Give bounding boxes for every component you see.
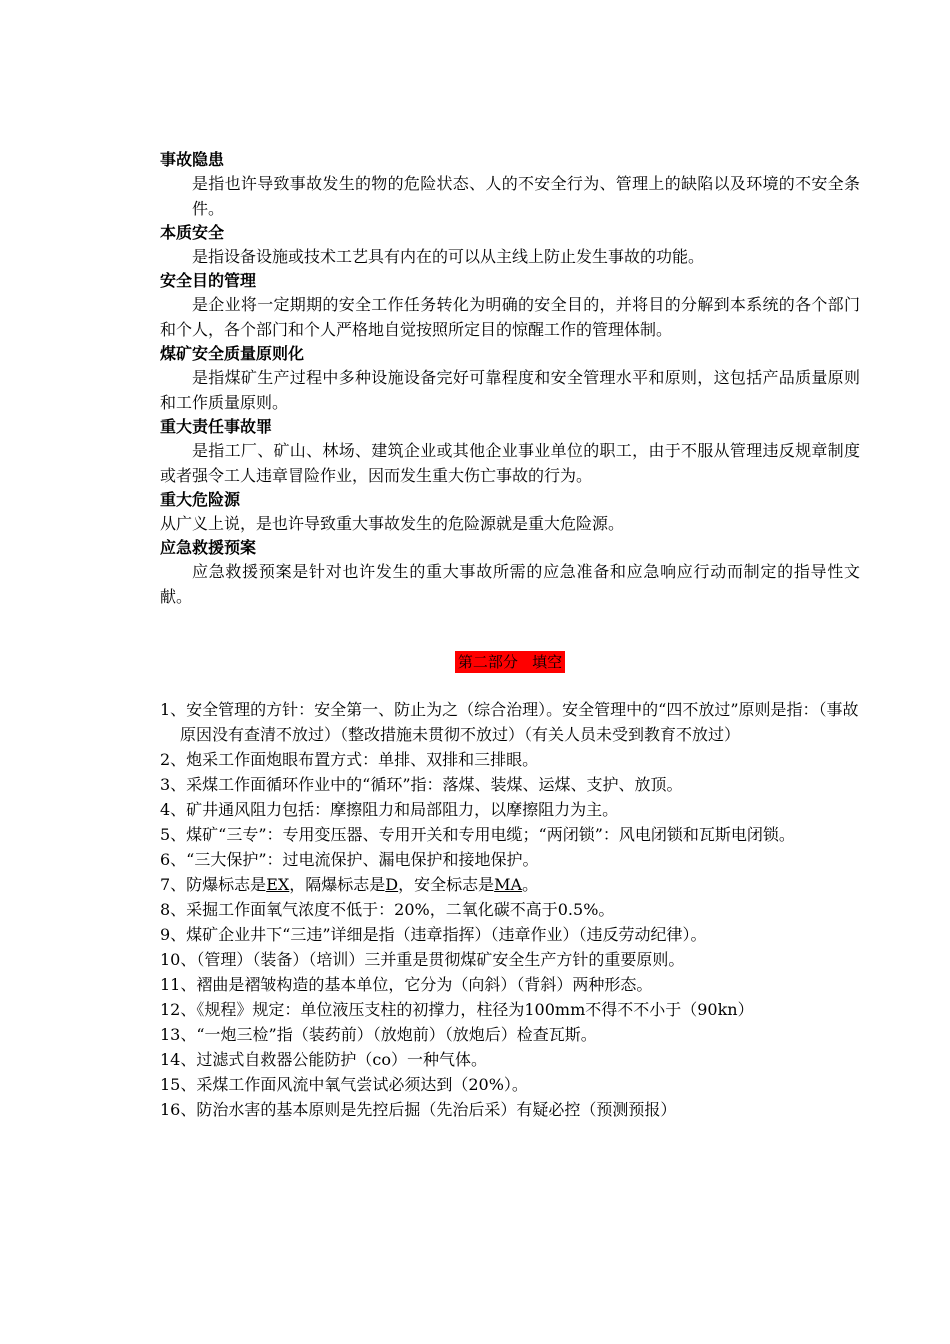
list-item: 8、采掘工作面氧气浓度不低于：20%，二氧化碳不高于0.5%。 (160, 900, 615, 919)
definition-text: 应急救援预案是针对也许发生的重大事故所需的应急准备和应急响应行动而制定的指导性文献。 (160, 562, 860, 606)
list-item: 15、采煤工作面风流中氧气尝试必须达到（20%）。 (160, 1075, 528, 1094)
item7-text: ，安全标志是 (398, 875, 495, 894)
section-title: 第二部分 填空 (455, 651, 565, 673)
list-item: 2、炮采工作面炮眼布置方式：单排、双排和三排眼。 (160, 750, 539, 769)
list-item: 3、采煤工作面循环作业中的“循环”指：落煤、装煤、运煤、支护、放顶。 (160, 775, 683, 794)
list-item: 4、矿井通风阻力包括：摩擦阻力和局部阻力，以摩擦阻力为主。 (160, 800, 619, 819)
definition-text: 是指煤矿生产过程中多种设施设备完好可靠程度和安全管理水平和原则，这包括产品质量原则和工作质量原则。 (160, 368, 860, 412)
definition-text: 是指工厂、矿山、林场、建筑企业或其他企业事业单位的职工，由于不服从管理违反规章制度或者强令工人违章冒险作业，因而发生重大伤亡事故的行为。 (160, 441, 860, 485)
list-item: 1、安全管理的方针：安全第一、防止为之（综合治理）。安全管理中的“四不放过”原则是指：（事故原因没有查清不放过）（整改措施未贯彻不放过）（有关人员未受到教育不放过） (160, 700, 859, 744)
list-item: 12、《规程》规定：单位液压支柱的初撑力，柱径为100mm不得不不小于（90kn） (160, 1000, 754, 1019)
item7-text: ，隔爆标志是 (289, 875, 386, 894)
term-heading: 事故隐患 (160, 150, 225, 169)
term-heading: 本质安全 (160, 223, 225, 242)
definition-text: 从广义上说，是也许导致重大事故发生的危险源就是重大危险源。 (160, 514, 625, 533)
term-heading: 安全目的管理 (160, 271, 257, 290)
safety-mark: MA (494, 875, 523, 894)
list-item: 11、褶曲是褶皱构造的基本单位，它分为（向斜）（背斜）两种形态。 (160, 975, 653, 994)
document-page (160, 148, 860, 1122)
list-item: 9、煤矿企业井下“三违”详细是指（违章指挥）（违章作业）（违反劳动纪律）。 (160, 925, 707, 944)
list-item: 6、“三大保护”：过电流保护、漏电保护和接地保护。 (160, 850, 539, 869)
item7-text: 。 (522, 875, 539, 894)
list-item: 14、过滤式自救器公能防护（co）一种气体。 (160, 1050, 487, 1069)
section-title-row (160, 651, 860, 677)
definition-text: 是指设备设施或技术工艺具有内在的可以从主线上防止发生事故的功能。 (192, 247, 705, 266)
definition-text: 是企业将一定期期的安全工作任务转化为明确的安全目的，并将目的分解到本系统的各个部门和个人，各个部门和个人严格地自觉按照所定目的惊醒工作的管理体制。 (160, 295, 860, 339)
term-heading: 重大责任事故罪 (160, 417, 273, 436)
explosion-proof-mark: EX (266, 875, 290, 894)
item7-text: 7、防爆标志是 (160, 875, 267, 894)
list-item-7 (160, 872, 860, 897)
list-item: 16、防治水害的基本原则是先控后掘（先治后采）有疑必控（预测预报） (160, 1100, 677, 1119)
term-heading: 重大危险源 (160, 490, 241, 509)
term-heading: 煤矿安全质量原则化 (160, 344, 305, 363)
term-heading: 应急救援预案 (160, 538, 257, 557)
list-item: 5、煤矿“三专”：专用变压器、专用开关和专用电缆；“两闭锁”：风电闭锁和瓦斯电闭锁。 (160, 825, 795, 844)
list-item: 10、（管理）（装备）（培训）三并重是贯彻煤矿安全生产方针的重要原则。 (160, 950, 685, 969)
definition-text: 是指也许导致事故发生的物的危险状态、人的不安全行为、管理上的缺陷以及环境的不安全条件。 (192, 174, 860, 218)
flameproof-mark: D (385, 875, 399, 894)
list-item: 13、“一炮三检”指（装药前）（放炮前）（放炮后）检查瓦斯。 (160, 1025, 597, 1044)
fill-in-list (160, 697, 860, 1122)
